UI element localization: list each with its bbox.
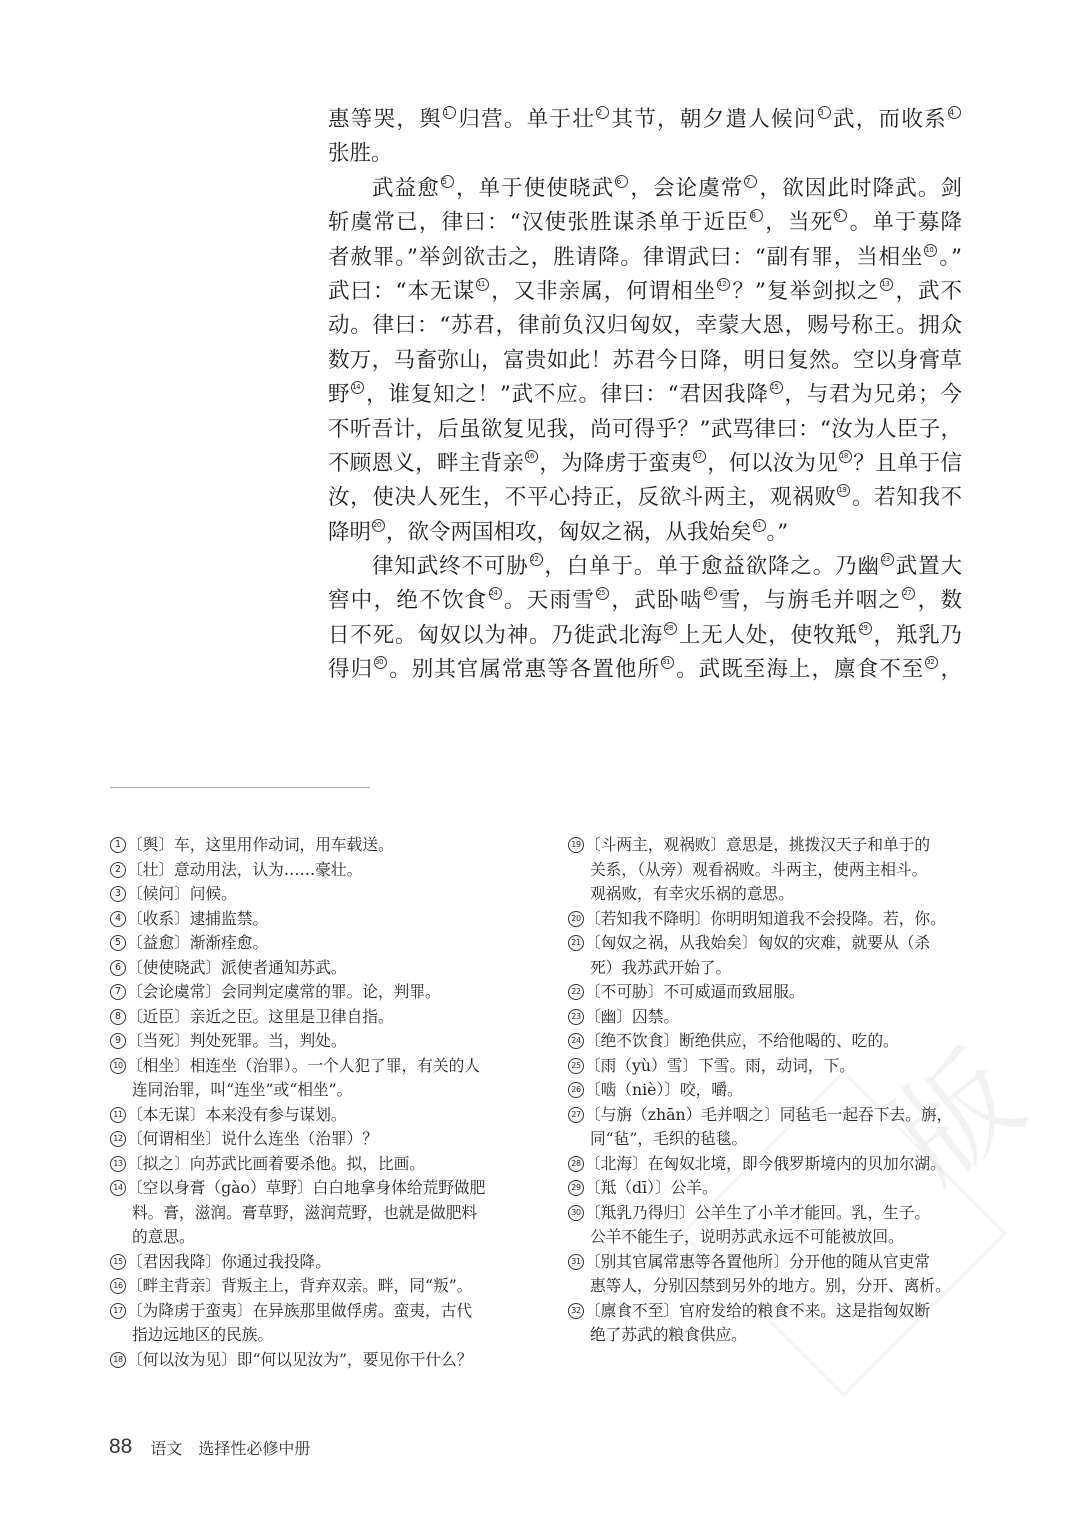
- footnote-item: [110, 1250, 515, 1275]
- footnote-text-line: 〔羝（dī）〕公羊。: [585, 1178, 718, 1197]
- footnote-item: [568, 1005, 973, 1030]
- footnote-text-line: 〔近臣〕亲近之臣。这里是卫律自指。: [127, 1006, 394, 1026]
- footnote-text-line: 〔廪食不至〕官府发给的粮食不来。这是指匈奴断: [585, 1300, 931, 1320]
- footnote-text-line: 死）我苏武开始了。: [590, 957, 732, 977]
- footnote-text-line: 〔空以身膏（gào）草野〕白白地拿身体给荒野做肥: [127, 1178, 486, 1197]
- footnote-text-line: 〔匈奴之祸，从我始矣〕匈奴的灾难，就要从（杀: [585, 933, 931, 952]
- footnote-number: 32: [568, 1303, 584, 1319]
- paragraph: [328, 172, 962, 550]
- footnote-text-line: 〔壮〕意动用法，认为……豪壮。: [127, 859, 363, 879]
- page-footer: [109, 1433, 310, 1461]
- footnote-number: 20: [568, 911, 584, 927]
- footnote-ref: 13: [880, 278, 893, 291]
- footnote-item: [568, 1152, 973, 1177]
- footnote-item: [110, 1005, 515, 1030]
- footnote-ref: 17: [693, 450, 706, 463]
- footnote-number: 27: [568, 1107, 584, 1123]
- footnote-ref: 30: [374, 656, 387, 669]
- footnote-item: [568, 1029, 973, 1054]
- footnote-item: [110, 1274, 515, 1299]
- footnote-text-line: 〔本无谋〕本来没有参与谋划。: [127, 1104, 347, 1124]
- footnote-item: [110, 1127, 515, 1152]
- footnote-number: 17: [110, 1303, 126, 1319]
- footnote-ref: 22: [530, 553, 543, 566]
- footnote-item: [110, 1299, 515, 1348]
- footnote-ref: 3: [818, 106, 831, 119]
- footnote-text-line: 公羊不能生子，说明苏武永远不可能被放回。: [590, 1227, 904, 1246]
- footnote-item: [568, 931, 973, 980]
- footnote-text-line: 〔使使晓武〕派使者通知苏武。: [127, 957, 347, 977]
- body-line: 律知武终不可胁 22 ，白单于。单于愈益欲降之。乃幽 23 武置大: [372, 554, 962, 580]
- footnote-item: [568, 1250, 973, 1299]
- footnote-text-line: 〔畔主背亲〕背叛主上，背弃双亲。畔，同“叛”。: [127, 1276, 473, 1295]
- footnote-item: [110, 931, 515, 956]
- footnote-item: [110, 980, 515, 1005]
- footnote-number: 22: [568, 984, 584, 1000]
- footnote-text-line: 〔君因我降〕你通过我投降。: [127, 1251, 331, 1271]
- footnote-text-line: 〔收系〕逮捕监禁。: [127, 908, 269, 928]
- footnote-ref: 15: [770, 381, 783, 394]
- body-line: 斩虞常已，律曰：“汉使张胜谋杀单于近臣 8 ，当死 9 。单于募降: [328, 210, 962, 236]
- footnote-text-line: 〔为降虏于蛮夷〕在异族那里做俘虏。蛮夷，古代: [127, 1300, 473, 1320]
- footnote-item: [110, 1029, 515, 1054]
- footnote-text-line: 〔不可胁〕不可威逼而致屈服。: [585, 982, 805, 1001]
- footnote-text-line: 绝了苏武的粮食供应。: [590, 1325, 747, 1344]
- footnote-item: [568, 833, 973, 907]
- footnote-ref: 19: [837, 484, 850, 497]
- footnote-text-line: 惠等人，分别囚禁到另外的地方。别，分开、离析。: [590, 1276, 951, 1295]
- body-line: 汝，使决人死生，不平心持正，反欲斗两主，观祸败 19 。若知我不: [328, 485, 962, 511]
- body-line: 不顾恩义，畔主背亲 16 ，为降虏于蛮夷 17 ，何以汝为见 18 ？且单于信: [328, 450, 962, 476]
- footnote-text-line: 指边远地区的民族。: [132, 1325, 274, 1344]
- body-line: 日不死。匈奴以为神。乃徙武北海 28 上无人处，使牧羝 29 ，羝乳乃: [328, 622, 962, 648]
- footnote-item: [568, 1176, 973, 1201]
- footnote-text-line: 〔雨（yù）雪〕下雪。雨，动词，下。: [585, 1055, 855, 1075]
- body-line: 动。律曰：“苏君，律前负汉归匈奴，幸蒙大恩，赐号称王。拥众: [328, 313, 962, 339]
- footnote-text-line: 〔北海〕在匈奴北境，即今俄罗斯境内的贝加尔湖。: [585, 1153, 946, 1173]
- footnote-text-line: 〔若知我不降明〕你明明知道我不会投降。若，你。: [585, 908, 946, 928]
- footnote-number: 13: [110, 1156, 126, 1172]
- body-line: 野 14 ，谁复知之！”武不应。律曰：“君因我降 15 ，与君为兄弟；今: [328, 382, 962, 408]
- footnote-number: 14: [110, 1180, 126, 1196]
- volume-label: 选择性必修中册: [198, 1438, 311, 1458]
- footnote-text-line: 〔拟之〕向苏武比画着要杀他。拟，比画。: [127, 1153, 426, 1173]
- footnote-text-line: 〔益愈〕渐渐痊愈。: [127, 933, 269, 952]
- footnote-ref: 7: [744, 175, 757, 188]
- footnote-number: 15: [110, 1254, 126, 1270]
- footnote-item: [568, 907, 973, 932]
- footnote-ref: 25: [596, 587, 609, 600]
- footnote-text-line: 关系，（从旁）观看祸败。斗两主，使两主相斗。: [590, 859, 928, 879]
- footnote-number: 29: [568, 1180, 584, 1196]
- footnote-item: [110, 1103, 515, 1128]
- footnote-item: [110, 907, 515, 932]
- body-line: 得归 30 。别其官属常惠等各置他所 31 。武既至海上，廪食不至 32 ，: [328, 657, 962, 683]
- footnote-text-line: 〔舆〕车，这里用作动词，用车载送。: [127, 835, 394, 854]
- footnote-item: [110, 1152, 515, 1177]
- footnote-text-line: 〔斗两主，观祸败〕意思是，挑拨汉天子和单于的: [585, 835, 931, 854]
- footnote-text-line: 〔相坐〕相连坐（治罪）。一个人犯了罪，有关的人: [127, 1055, 480, 1075]
- footnote-number: 11: [110, 1107, 126, 1123]
- footnote-number: 12: [110, 1131, 126, 1147]
- footnote-ref: 26: [704, 587, 717, 600]
- footnote-number: 24: [568, 1033, 584, 1049]
- footnote-text-line: 〔何谓相坐〕说什么连坐（治罪）？: [127, 1129, 378, 1148]
- footnote-number: 5: [110, 935, 126, 951]
- watermark: 版: [868, 1026, 1046, 1208]
- footnote-text-line: 〔当死〕判处死罪。当，判处。: [127, 1031, 347, 1050]
- footnote-text-line: 料。膏，滋润。膏草野，滋润荒野，也就是做肥料: [132, 1202, 478, 1222]
- footnote-number: 10: [110, 1058, 126, 1074]
- footnote-ref: 2: [596, 106, 609, 119]
- footnote-ref: 8: [750, 209, 763, 222]
- footnote-number: 31: [568, 1254, 584, 1270]
- footnote-ref: 1: [443, 106, 456, 119]
- footnote-item: [110, 1348, 515, 1373]
- footnote-text-line: 同“毡”，毛织的毡毯。: [590, 1129, 748, 1148]
- footnote-text-line: 〔绝不饮食〕断绝供应，不给他喝的、吃的。: [585, 1031, 899, 1050]
- footnote-text-line: 〔候问〕问候。: [127, 884, 237, 903]
- footnote-item: [568, 1299, 973, 1348]
- footnote-text-line: 连同治罪，叫“连坐”或“相坐”。: [132, 1080, 353, 1099]
- footnote-text-line: 〔啮（niè）〕咬，嚼。: [585, 1080, 743, 1099]
- footnote-number: 16: [110, 1278, 126, 1294]
- footnote-ref: 28: [664, 622, 677, 635]
- footnote-ref: 31: [661, 656, 674, 669]
- body-line: 窖中，绝不饮食 24 。天雨雪 25 ，武卧啮 26 雪，与旃毛并咽之 27 ，数: [328, 588, 962, 614]
- footnote-number: 18: [110, 1352, 126, 1368]
- footnotes-right: [568, 833, 973, 1348]
- footnote-text-line: 〔会论虞常〕会同判定虞常的罪。论，判罪。: [127, 982, 441, 1001]
- footnote-number: 2: [110, 862, 126, 878]
- footnote-ref: 27: [902, 587, 915, 600]
- footnote-number: 4: [110, 911, 126, 927]
- footnote-item: [568, 1201, 973, 1250]
- footnote-text-line: 〔别其官属常惠等各置他所〕分开他的随从官吏常: [585, 1251, 931, 1271]
- footnote-ref: 5: [441, 175, 454, 188]
- footnote-ref: 9: [834, 209, 847, 222]
- footnote-item: [110, 956, 515, 981]
- footnote-ref: 11: [476, 278, 489, 291]
- footnote-ref: 20: [372, 519, 385, 532]
- footnote-text-line: 观祸败，有幸灾乐祸的意思。: [590, 884, 794, 903]
- footnote-number: 9: [110, 1033, 126, 1049]
- footnote-number: 30: [568, 1205, 584, 1221]
- footnote-ref: 16: [525, 450, 538, 463]
- footnotes-left: [110, 833, 515, 1372]
- footnote-item: [110, 882, 515, 907]
- footnote-item: [568, 1103, 973, 1152]
- body-line: 武曰：“本无谋 11 ，又非亲属，何谓相坐 12 ？”复举剑拟之 13 ，武不: [328, 278, 962, 304]
- footnote-ref: 32: [925, 656, 938, 669]
- footnote-item: [568, 1054, 973, 1079]
- footnote-separator: [110, 787, 370, 788]
- footnote-number: 28: [568, 1156, 584, 1172]
- footnote-item: [110, 1176, 515, 1250]
- footnote-number: 25: [568, 1058, 584, 1074]
- body-line: 不听吾计，后虽欲复见我，尚可得乎？”武骂律曰：“汝为人臣子，: [328, 416, 962, 442]
- footnote-ref: 14: [351, 381, 364, 394]
- footnote-ref: 21: [753, 519, 766, 532]
- footnote-ref: 12: [717, 278, 730, 291]
- footnote-ref: 10: [924, 244, 937, 257]
- main-text: [328, 103, 962, 688]
- footnote-item: [110, 1054, 515, 1103]
- footnote-text-line: 〔羝乳乃得归〕公羊生了小羊才能回。乳，生子。: [585, 1202, 931, 1222]
- footnote-ref: 18: [839, 450, 852, 463]
- footnote-text-line: 〔与旃（zhān）毛并咽之〕同毡毛一起吞下去。旃，: [585, 1104, 953, 1124]
- footnote-number: 23: [568, 1009, 584, 1025]
- body-line: 数万，马畜弥山，富贵如此！苏君今日降，明日复然。空以身膏草: [328, 347, 962, 373]
- paragraph: [328, 550, 962, 688]
- footnote-text-line: 的意思。: [132, 1227, 195, 1246]
- body-line: 张胜。: [328, 141, 393, 167]
- paragraph: [328, 103, 962, 172]
- footnote-number: 26: [568, 1082, 584, 1098]
- body-line: 者赦罪。”举剑欲击之，胜请降。律谓武曰：“副有罪，当相坐 10 。”: [328, 244, 962, 270]
- body-line: 降明 20 ，欲令两国相攻，匈奴之祸，从我始矣 21 。”: [328, 519, 789, 545]
- footnote-item: [110, 858, 515, 883]
- footnote-number: 8: [110, 1009, 126, 1025]
- footnote-ref: 29: [859, 622, 872, 635]
- body-line: 惠等哭，舆 1 归营。单于壮 2 其节，朝夕遣人候问 3 武，而收系 4: [328, 103, 962, 137]
- footnote-text-line: 〔何以汝为见〕即“何以见汝为”，要见你干什么？: [127, 1349, 473, 1369]
- footnote-ref: 4: [948, 106, 961, 119]
- footnote-number: 1: [110, 837, 126, 853]
- footnote-ref: 6: [615, 175, 628, 188]
- footnote-number: 7: [110, 984, 126, 1000]
- footnote-item: [110, 833, 515, 858]
- footnote-number: 19: [568, 837, 584, 853]
- page-number: 88: [109, 1435, 133, 1458]
- footnote-ref: 23: [881, 553, 894, 566]
- footnote-text-line: 〔幽〕囚禁。: [585, 1006, 680, 1026]
- footnote-item: [568, 1078, 973, 1103]
- footnote-ref: 24: [489, 587, 502, 600]
- body-line: 武益愈 5 ，单于使使晓武 6 ，会论虞常 7 ，欲因此时降武。剑: [372, 175, 962, 201]
- footnote-number: 3: [110, 886, 126, 902]
- footnote-number: 21: [568, 935, 584, 951]
- footnote-number: 6: [110, 960, 126, 976]
- subject-label: 语文: [150, 1438, 183, 1458]
- footnote-item: [568, 980, 973, 1005]
